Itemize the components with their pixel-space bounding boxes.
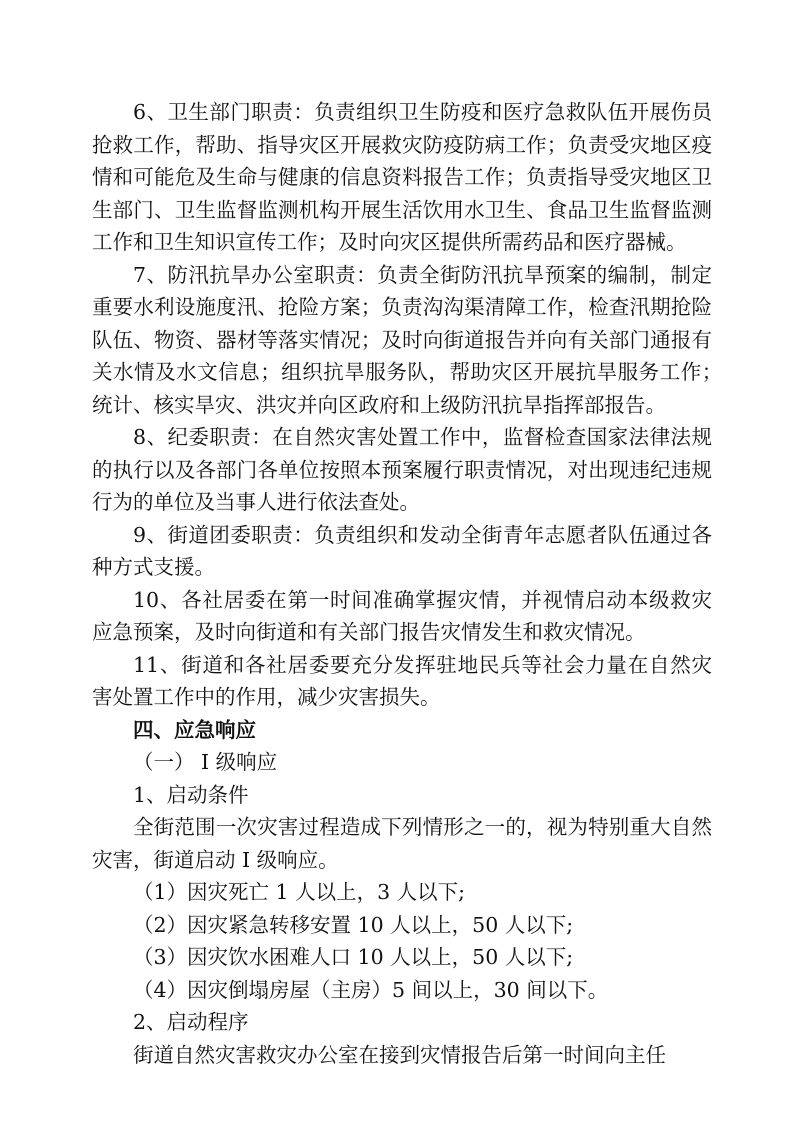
condition-item: （2）因灾紧急转移安置 10 人以上，50 人以下; [133,912,574,937]
condition-item: （4）因灾倒塌房屋（主房）5 间以上，30 间以下。 [133,977,609,1002]
subsection-heading: （一） I 级响应 [133,750,278,774]
condition-item: （1）因灾死亡 1 人以上，3 人以下; [133,880,466,904]
paragraph-community: 10、各社居委在第一时间准确掌握灾情，并视情启动本级救灾应急预案，及时向街道和有关部门报告灾情发生和救灾情况。 [92,587,712,644]
paragraph-flood-office: 7、防汛抗旱办公室职责：负责全街防汛抗旱预案的编制，制定重要水利设施度汛、抢险方案；负责沟沟渠清障工作，检查汛期抢险队伍、物资、器材等落实情况；及时向街道报告并向有关部门通报有关水情及水文信息；组织抗旱服务队，帮助灾区开展抗旱服务工作； 统计、核实旱灾、洪灾并向区政府和上级防汛抗旱指挥部报告。 [92,262,733,417]
paragraph-start-procedure: 街道自然灾害救灾办公室在接到灾情报告后第一时间向主任 [133,1042,666,1067]
item-title-start-procedure: 2、启动程序 [133,1010,249,1034]
item-title-start-conditions: 1、启动条件 [133,782,249,807]
paragraph-militia: 11、街道和各社居委要充分发挥驻地民兵等社会力量在自然灾害处置工作中的作用，减少灾害损失。 [92,652,712,709]
paragraph-youth-league: 9、街道团委职责：负责组织和发动全街青年志愿者队伍通过各种方式支援。 [92,522,712,579]
condition-item: （3）因灾饮水困难人口 10 人以上，50 人以下; [133,945,574,969]
paragraph-start-conditions: 全街范围一次灾害过程造成下列情形之一的，视为特别重大自然灾害，街道启动 I 级响应。 [92,815,712,872]
paragraph-health-dept: 6、卫生部门职责：负责组织卫生防疫和医疗急救队伍开展伤员抢救工作，帮助、指导灾区开展救灾防疫防病工作；负责受灾地区疫情和可能危及生命与健康的信息资料报告工作；负责指导受灾地区卫生部门、卫生监督监测机构开展生活饮用水卫生、食品卫生监督监测工作和卫生知识宣传工作；及时向灾区提供所需药品和医疗器械。 [92,100,712,254]
section-heading: 四、应急响应 [133,717,256,742]
document-body [92,96,733,1071]
paragraph-discipline: 8、纪委职责：在自然灾害处置工作中，监督检查国家法律法规的执行以及各部门各单位按照本预案履行职责情况，对出现违纪违规行为的单位及当事人进行依法查处。 [92,425,712,514]
